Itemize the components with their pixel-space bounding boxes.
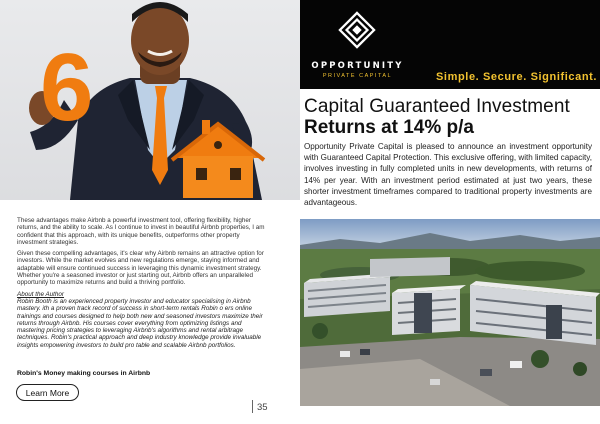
brand-subtitle: PRIVATE CAPITAL xyxy=(322,73,393,79)
intro-paragraph: Opportunity Private Capital is pleased to announce an investment opportunity with Guaranteed Capital Protection. This exclusive offering, with limited capacity, involves investing in fully completed units in new developments, with returns of 14% per year. With an investment period estimated at just two years, these shorter investment timeframes compared to traditional property investments are advantageous. xyxy=(304,142,592,208)
svg-text:6: 6 xyxy=(40,40,94,130)
brand-tagline: Simple. Secure. Significant. xyxy=(436,71,598,83)
article-body xyxy=(17,217,269,353)
diamond-logo-icon xyxy=(338,11,376,49)
hero-photo xyxy=(0,0,300,200)
apartment-complex-illustration xyxy=(300,219,600,406)
brand-name: OPPORTUNITY xyxy=(311,61,404,71)
courses-heading: Robin's Money making courses in Airbnb xyxy=(17,370,151,377)
body-paragraph: Given these compelling advantages, it's clear why Airbnb remains an attractive option for investors. While the market evolves and new regulations emerge, staying informed and adaptable will ensure continued success in leveraging this dynamic investment strategy. Whether you're a seasoned investor or just starting out, Airbnb offers an unparalleled opportunity to maximize returns and build a thriving portfolio. xyxy=(17,250,264,287)
number-six-icon xyxy=(40,40,110,130)
page-divider xyxy=(252,400,253,413)
headline-subtitle: Returns at 14% p/a xyxy=(304,117,474,138)
learn-more-button[interactable]: Learn More xyxy=(16,384,79,401)
development-aerial-photo xyxy=(300,219,600,406)
headline-title: Capital Guaranteed Investment xyxy=(304,96,570,117)
body-paragraph: These advantages make Airbnb a powerful investment tool, offering flexibility, higher returns, and the ability to scale. As I continue to invest in beautiful Airbnb properties, I am confident that this approach, with its unique benefits, outperforms other property investment strategies. xyxy=(17,217,265,246)
about-author-text: Robin Booth is an experienced property investor and educator specialising in Airbnb mastery. ith a proven track record of success in short-term rentals Robin o ers online trainings and courses designed to help both new and seasoned investors maximize their returns through Airbnb. His courses cover everything from optimizing listings and mastering pricing strategies to leveraging Airbnb's algorithms and rental arbitrage techniques. Robin's practical approach and deep industry knowledge provide invaluable insights empowering investors to build pro table and scalable Airbnb portfolios. xyxy=(17,297,263,349)
page-number: 35 xyxy=(257,402,268,413)
about-author-heading: About the Author xyxy=(17,290,65,298)
